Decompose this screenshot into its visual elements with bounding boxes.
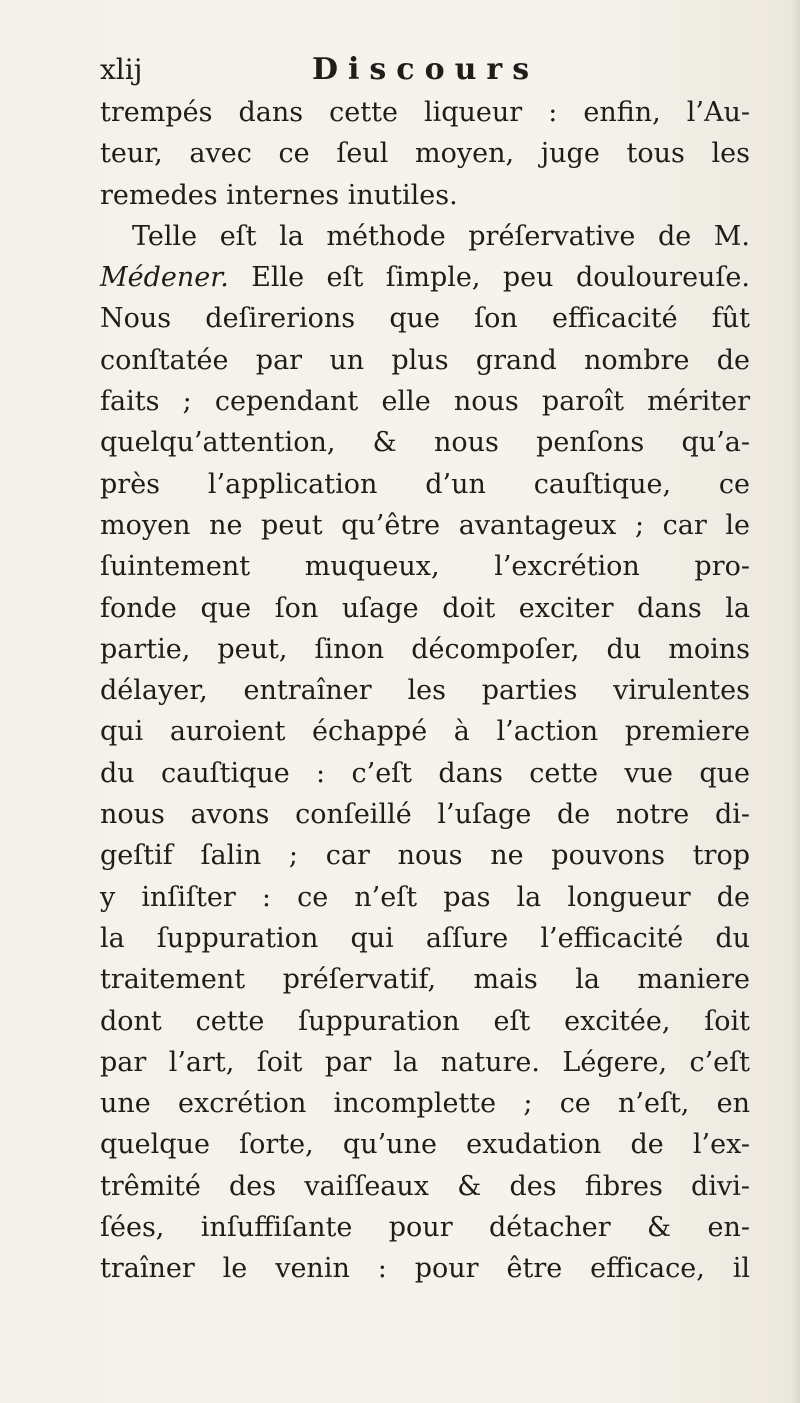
text-line-2: teur, avec ce ſeul moyen, juge tous les	[100, 138, 750, 170]
text-line-4: Telle eſt la méthode préſervative de M.	[132, 220, 750, 252]
text-line-25: une excrétion incomplette ; ce n’eſt, en	[100, 1088, 750, 1120]
text-line-10: près l’application d’un cauſtique, ce	[100, 468, 750, 500]
page-header	[100, 48, 750, 92]
text-line-20: y inſiſter : ce n’eſt pas la longueur de	[100, 881, 750, 913]
author-name: Médener.	[100, 262, 229, 294]
text-line-17: du cauſtique : c’eſt dans cette vue que	[100, 757, 750, 789]
text-line-1: trempés dans cette liqueur : enfin, l’Au-	[100, 97, 750, 128]
text-line-28: ſées, inſuffiſante pour détacher & en-	[100, 1212, 750, 1244]
text-line-8: faits ; cependant elle nous paroît mériter	[100, 386, 750, 418]
text-line-5	[100, 257, 750, 298]
text-line-3: remedes internes inutiles.	[100, 179, 458, 211]
text-line-12: ſuintement muqueux, l’excrétion pro-	[100, 551, 750, 583]
text-line-24: par l’art, ſoit par la nature. Légere, c’eſt	[100, 1046, 750, 1078]
text-line-18: nous avons conſeillé l’uſage de notre di-	[100, 799, 750, 831]
body-text	[100, 92, 750, 1290]
text-line-16: qui auroient échappé à l’action premiere	[100, 716, 750, 748]
text-line-22: traitement préſervatif, mais la maniere	[100, 964, 750, 996]
page-edge-shadow	[790, 0, 800, 1403]
text-line-11: moyen ne peut qu’être avantageux ; car le	[100, 509, 750, 541]
text-line-15: délayer, entraîner les parties virulentes	[100, 675, 750, 707]
text-line-6: Nous deſirerions que ſon efficacité fût	[100, 303, 750, 335]
running-head: Discours	[312, 52, 540, 87]
page-number: xlij	[100, 53, 143, 86]
text-line-21: la ſuppuration qui aſſure l’efficacité du	[100, 922, 750, 954]
text-line-9: quelqu’attention, & nous penſons qu’a-	[100, 427, 750, 459]
text-line-5-rest: Elle eſt ſimple, peu douloureuſe.	[228, 262, 750, 294]
text-line-27: trêmité des vaiſſeaux & des fibres divi-	[100, 1170, 750, 1202]
text-line-13: fonde que ſon uſage doit exciter dans la	[100, 592, 750, 624]
text-line-14: partie, peut, ſinon décompoſer, du moins	[100, 633, 750, 665]
text-line-7: conſtatée par un plus grand nombre de	[100, 344, 750, 376]
text-line-29: traîner le venin : pour être efficace, il	[100, 1253, 750, 1285]
text-line-19: geſtif ſalin ; car nous ne pouvons trop	[100, 840, 750, 872]
text-line-26: quelque ſorte, qu’une exudation de l’ex-	[100, 1129, 750, 1161]
text-line-23: dont cette ſuppuration eſt excitée, ſoit	[100, 1005, 750, 1037]
